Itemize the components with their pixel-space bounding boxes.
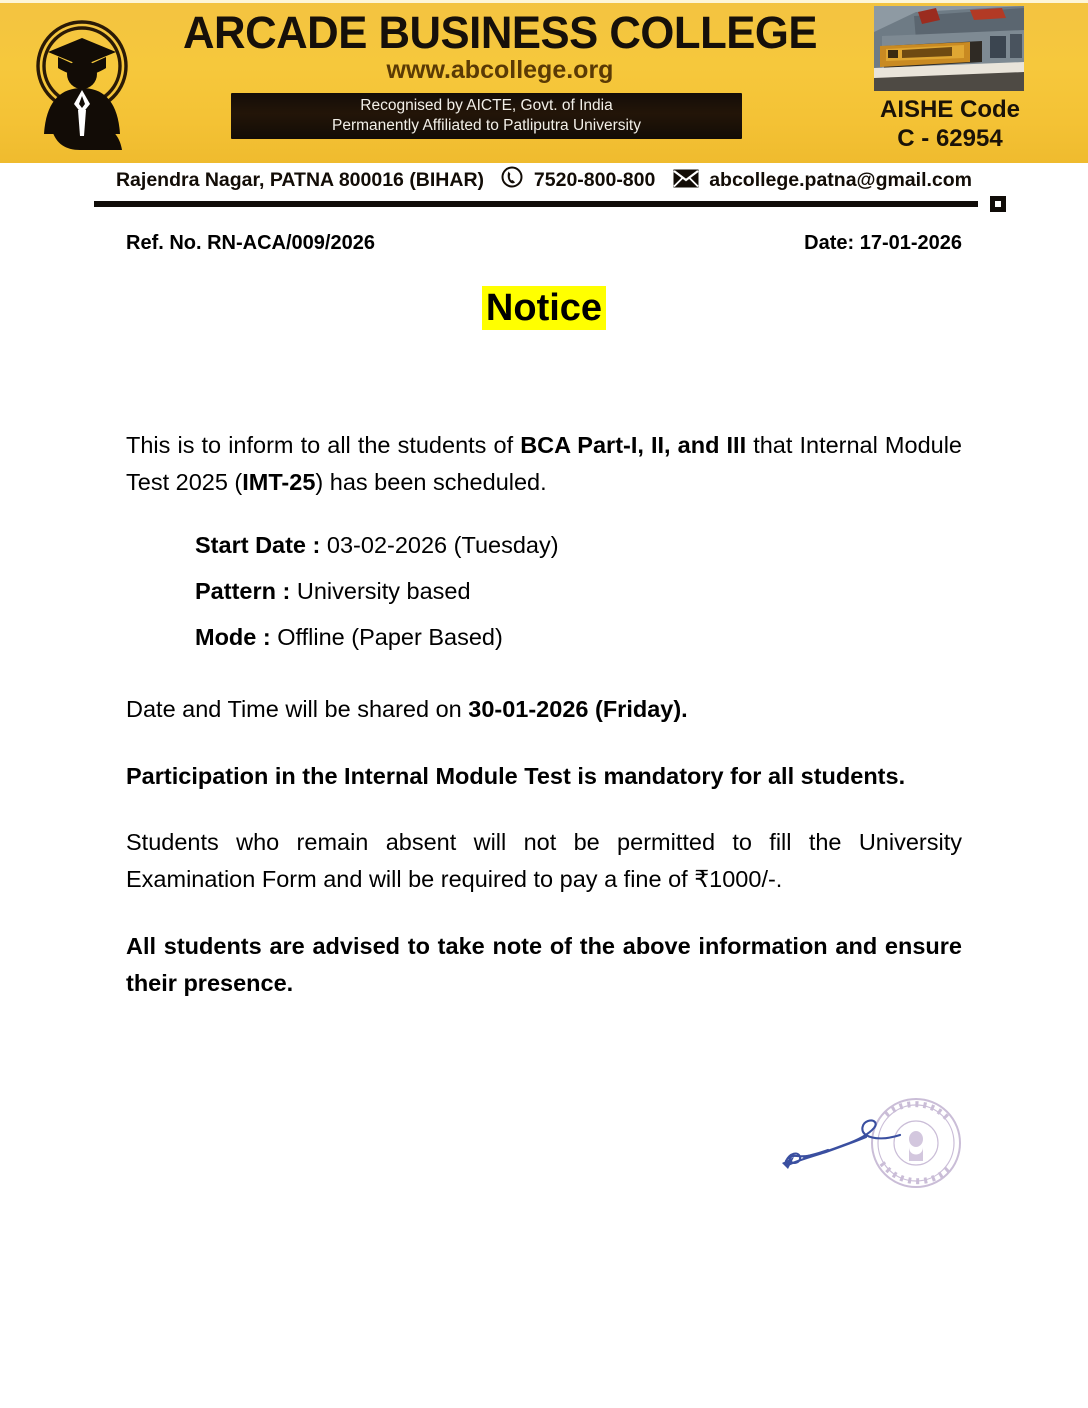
detail-value-pattern: University based [296,578,471,604]
mandatory-paragraph [126,758,962,795]
signature-block [770,1095,1000,1225]
detail-label-start-date: Start Date : [195,532,321,558]
college-phone: 7520-800-800 [533,169,656,191]
detail-value-start-date: 03-02-2026 (Tuesday) [326,532,559,558]
recognition-line-1: Recognised by AICTE, Govt. of India [360,97,613,114]
recognition-line-2: Permanently Affiliated to Patliputra University [331,117,641,134]
intro-prefix: This is to inform to all the students of [126,432,521,458]
recognition-box [231,93,742,139]
notice-date: Date: 17-01-2026 [804,232,962,254]
letterhead-banner [0,0,1088,163]
intro-paragraph [126,427,962,501]
aishe-label: AISHE Code [879,96,1020,123]
college-website: www.abcollege.org [386,56,614,84]
list-item [195,522,962,568]
notice-content [126,427,962,1002]
absent-paragraph: Students who remain absent will not be permitted to fill the University Examination Form and will be required to pay a fine of ₹1000/-. [126,829,962,892]
intro-mid: that Internal Module Test 2025 ( [126,432,963,495]
document-body [0,196,1088,1002]
meta-row [126,232,962,260]
detail-label-pattern: Pattern : [195,578,291,604]
college-name: ARCADE BUSINESS COLLEGE [183,7,817,58]
graduate-silhouette-icon [18,10,148,150]
intro-bold-courses: BCA Part-I, II, and III [520,432,747,458]
contact-strip [0,166,1088,196]
list-item [195,568,962,614]
aishe-code-value: C - 62954 [897,125,1003,152]
page-title-row [0,286,1088,330]
exam-detail-list [195,522,962,660]
college-email: abcollege.patna@gmail.com [709,169,973,191]
share-paragraph [126,691,962,728]
college-address: Rajendra Nagar, PATNA 800016 (BIHAR) [115,169,485,191]
letterhead-top-edge [0,0,1088,3]
contact-inner [116,166,972,196]
reference-number: Ref. No. RN-ACA/009/2026 [126,232,375,254]
share-prefix: Date and Time will be shared on [126,696,469,722]
intro-bold-imt: IMT-25 [242,469,316,495]
detail-label-mode: Mode : [195,624,271,650]
phone-icon [501,166,523,196]
envelope-icon [673,168,699,196]
list-item [195,614,962,660]
mandatory-text: Participation in the Internal Module Test is mandatory for all students. [126,763,906,789]
page-title: Notice [482,286,606,330]
aishe-code-block [860,95,1040,153]
advice-paragraph [126,928,962,1002]
advice-text: All students are advised to take note of the above information and ensure their presence. [126,933,962,996]
intro-suffix: ) has been scheduled. [315,469,547,495]
detail-value-mode: Offline (Paper Based) [277,624,503,650]
college-round-stamp [872,1099,960,1187]
campus-building-photo [874,6,1024,91]
share-bold-date: 30-01-2026 (Friday). [468,696,688,722]
